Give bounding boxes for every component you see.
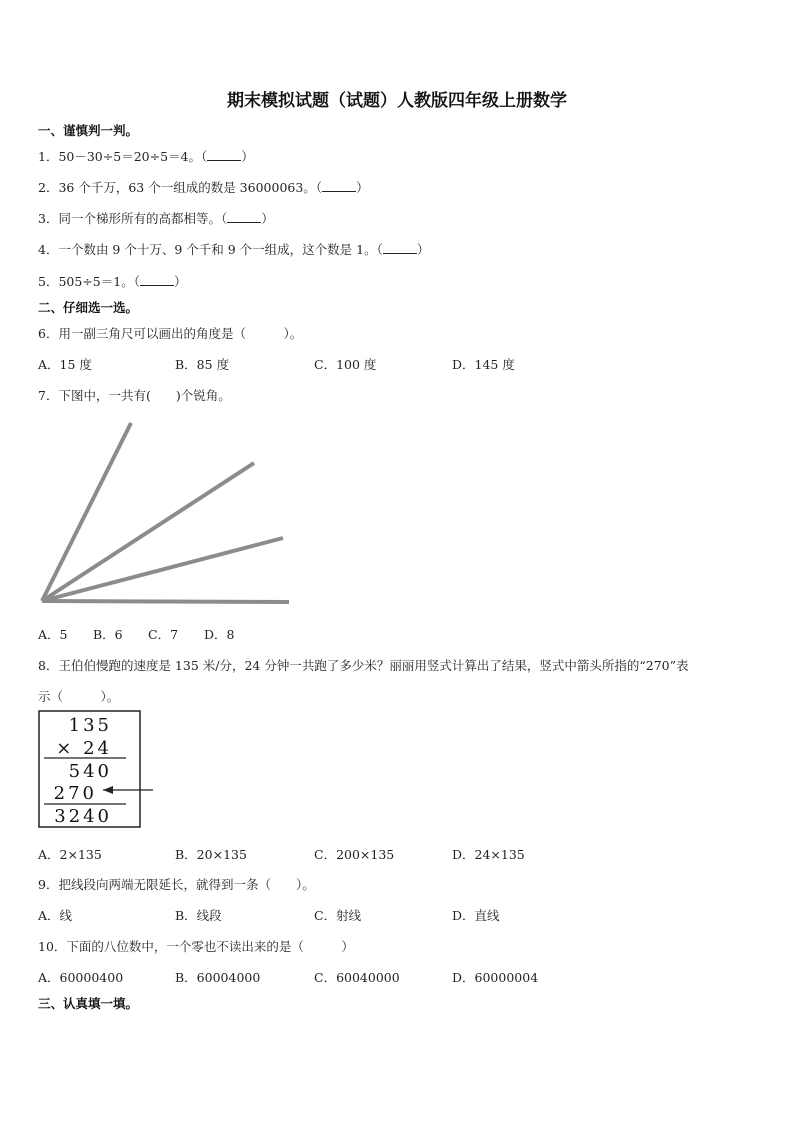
calc-row-multiplicand: 135 xyxy=(68,715,112,736)
q6-option-c[interactable]: C．100 度 xyxy=(314,357,377,372)
question-4-text: 4．一个数由 9 个十万、9 个千和 9 个一组成，这个数是 1。（ xyxy=(38,242,383,257)
question-1-text: 1．50－30÷5＝20÷5＝4。（ xyxy=(38,149,208,164)
page-title: 期末模拟试题（试题）人教版四年级上册数学 xyxy=(227,91,567,111)
section-heading-choose: 二、仔细选一选。 xyxy=(38,300,139,315)
question-3-close: ） xyxy=(261,211,274,226)
q6-option-d[interactable]: D．145 度 xyxy=(452,357,515,372)
question-5-close: ） xyxy=(173,274,187,289)
q10-option-d[interactable]: D．60000004 xyxy=(452,970,539,985)
q8-option-c[interactable]: C．200×135 xyxy=(314,847,395,862)
question-9-text: 9．把线段向两端无限延长，就得到一条（ ）。 xyxy=(38,877,315,892)
q10-option-b[interactable]: B．60004000 xyxy=(175,970,261,985)
question-1-close: ） xyxy=(241,149,254,164)
q7-option-c[interactable]: C．7 xyxy=(148,627,179,642)
question-4-close: ） xyxy=(416,242,430,257)
question-3-text: 3．同一个梯形所有的高都相等。（ xyxy=(38,211,228,226)
question-8-text-line2: 示（ ）。 xyxy=(38,689,120,704)
q6-option-b[interactable]: B．85 度 xyxy=(175,357,230,372)
q7-option-a[interactable]: A．5 xyxy=(38,627,68,642)
question-10-text: 10．下面的八位数中，一个零也不读出来的是（ ） xyxy=(38,939,354,954)
question-2-text: 2．36 个千万，63 个一组成的数是 36000063。（ xyxy=(38,180,323,195)
q9-option-d[interactable]: D．直线 xyxy=(452,908,500,923)
question-7-text: 7．下图中，一共有( )个锐角。 xyxy=(38,388,231,403)
q9-option-b[interactable]: B．线段 xyxy=(175,908,222,923)
calc-row-partial-1: 540 xyxy=(68,761,112,782)
q10-option-a[interactable]: A．60000400 xyxy=(38,970,124,985)
calc-row-multiplier: × 24 xyxy=(56,738,112,759)
calc-row-partial-2: 270 xyxy=(53,783,97,804)
question-2-close: ） xyxy=(356,180,369,195)
q8-option-a[interactable]: A．2×135 xyxy=(38,847,102,862)
q6-option-a[interactable]: A．15 度 xyxy=(38,357,92,372)
q7-option-b[interactable]: B．6 xyxy=(93,627,123,642)
q8-option-b[interactable]: B．20×135 xyxy=(175,847,247,862)
q7-option-d[interactable]: D．8 xyxy=(204,627,235,642)
arrow-head-icon xyxy=(103,786,113,794)
q8-option-d[interactable]: D．24×135 xyxy=(452,847,525,862)
q9-option-c[interactable]: C．射线 xyxy=(314,908,362,923)
q9-option-a[interactable]: A．线 xyxy=(38,908,73,923)
question-5-text: 5．505÷5＝1。（ xyxy=(38,274,140,289)
question-8-text-line1: 8．王伯伯慢跑的速度是 135 米/分，24 分钟一共跑了多少米？丽丽用竖式计算出了结果，竖式中箭头所指的“270”表 xyxy=(38,658,689,673)
q10-option-c[interactable]: C．60040000 xyxy=(314,970,400,985)
section-heading-judge: 一、谨慎判一判。 xyxy=(38,123,139,138)
section-heading-fill: 三、认真填一填。 xyxy=(38,996,139,1011)
question-6-text: 6．用一副三角尺可以画出的角度是（ ）。 xyxy=(38,326,303,341)
calc-row-result: 3240 xyxy=(54,806,112,827)
